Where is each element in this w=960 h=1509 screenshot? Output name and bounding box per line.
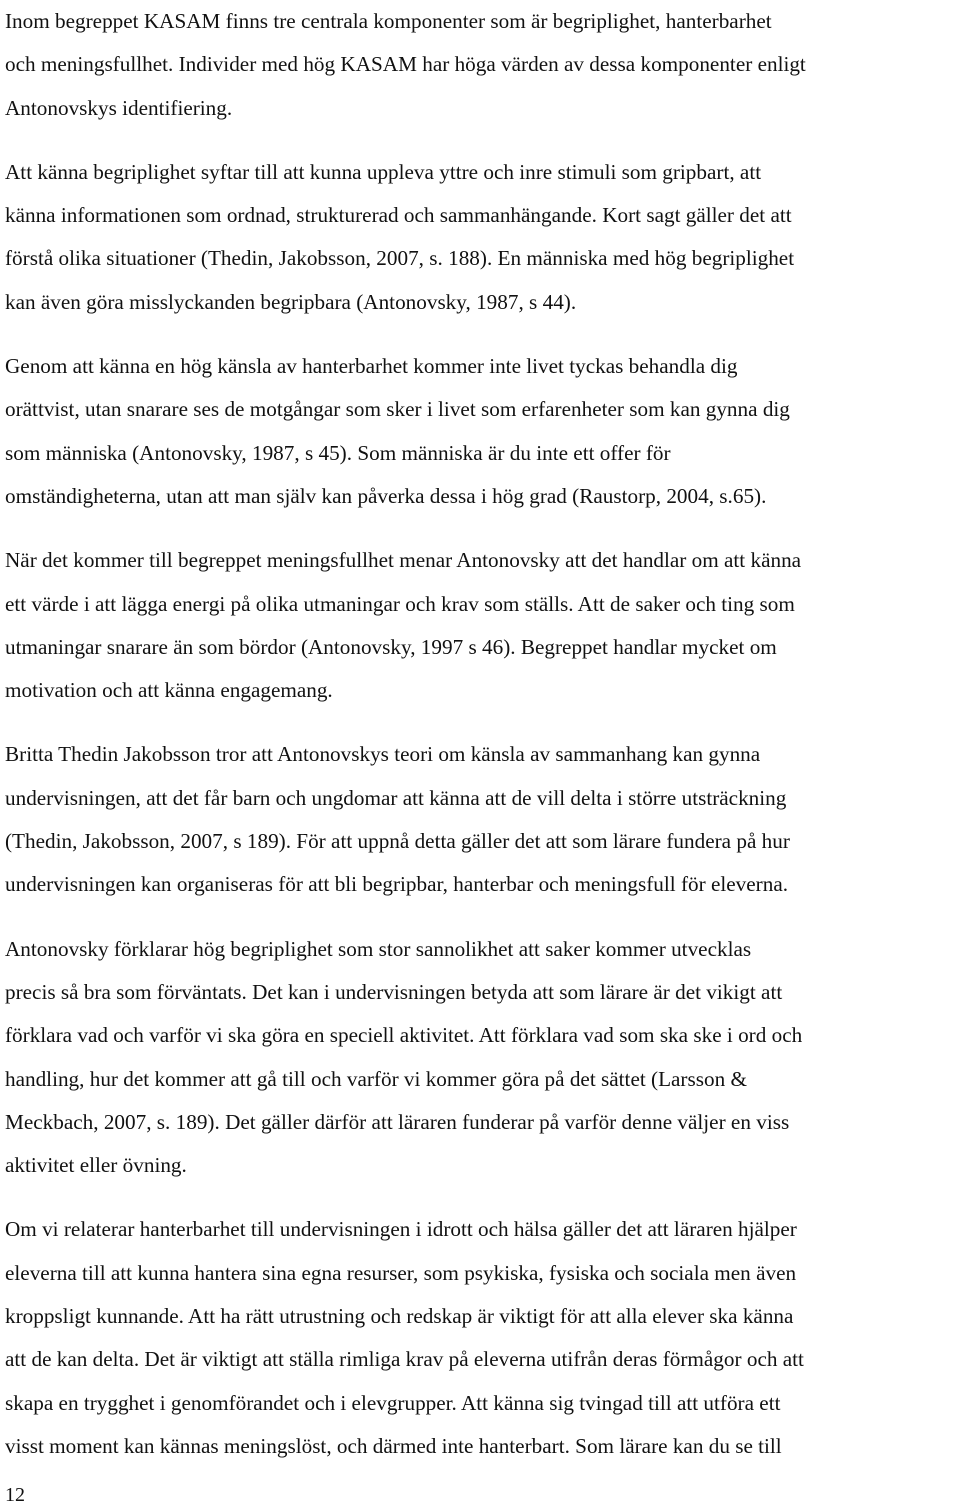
text-line: Antonovsky förklarar hög begriplighet som stor sannolikhet att saker kommer utvecklas bbox=[5, 936, 752, 961]
text-line: motivation och att känna engagemang. bbox=[5, 678, 333, 703]
text-line: kan även göra misslyckanden begripbara (Antonovsky, 1987, s 44). bbox=[5, 289, 577, 314]
text-line: orättvist, utan snarare ses de motgångar som sker i livet som erfarenheter som kan gynna dig bbox=[5, 397, 790, 422]
text-line: skapa en trygghet i genomförandet och i elevgrupper. Att känna sig tvingad till att utföra ett bbox=[5, 1390, 781, 1415]
text-line: undervisningen kan organiseras för att bli begripbar, hanterbar och meningsfull för eleverna. bbox=[5, 872, 789, 897]
text-line: känna informationen som ordnad, strukturerad och sammanhängande. Kort sagt gäller det att bbox=[5, 203, 792, 228]
text-line: Inom begreppet KASAM finns tre centrala komponenter som är begriplighet, hanterbarhet bbox=[5, 9, 772, 33]
text-line: Antonovskys identifiering. bbox=[5, 95, 233, 120]
paragraph-kasam-components bbox=[5, 0, 955, 130]
paragraph-hanterbarhet bbox=[5, 345, 955, 518]
paragraph-spacer bbox=[5, 907, 955, 928]
paragraph-hog-begriplighet bbox=[5, 928, 955, 1188]
text-line: kroppsligt kunnande. Att ha rätt utrustning och redskap är viktigt för att alla elever ska känna bbox=[5, 1304, 794, 1329]
text-line: precis så bra som förväntats. Det kan i undervisningen betyda att som lärare är det vikigt att bbox=[5, 979, 783, 1004]
text-line: som människa (Antonovsky, 1987, s 45). Som människa är du inte ett offer för bbox=[5, 440, 671, 465]
text-line: förstå olika situationer (Thedin, Jakobsson, 2007, s. 188). En människa med hög begriplighet bbox=[5, 246, 795, 271]
text-line: handling, hur det kommer att gå till och varför vi kommer göra på det sättet (Larsson & bbox=[5, 1066, 747, 1091]
text-line: aktivitet eller övning. bbox=[5, 1153, 187, 1178]
text-line: visst moment kan kännas meningslöst, och därmed inte hanterbart. Som lärare kan du se till bbox=[5, 1433, 782, 1458]
text-line: Britta Thedin Jakobsson tror att Antonovskys teori om känsla av sammanhang kan gynna bbox=[5, 742, 761, 767]
paragraph-spacer bbox=[5, 1187, 955, 1208]
text-line: Att känna begriplighet syftar till att kunna uppleva yttre och inre stimuli som gripbart, att bbox=[5, 159, 762, 184]
paragraph-spacer bbox=[5, 130, 955, 151]
paragraph-thedin-jakobsson bbox=[5, 733, 955, 906]
paragraph-spacer bbox=[5, 324, 955, 345]
text-line: (Thedin, Jakobsson, 2007, s 189). För att uppnå detta gäller det att som lärare fundera på hur bbox=[5, 829, 790, 854]
paragraph-meningsfullhet bbox=[5, 539, 955, 712]
text-line: och meningsfullhet. Individer med hög KASAM har höga värden av dessa komponenter enligt bbox=[5, 52, 806, 77]
page-number: 12 bbox=[5, 1484, 25, 1506]
paragraph-spacer bbox=[5, 712, 955, 733]
text-line: När det kommer till begreppet meningsfullhet menar Antonovsky att det handlar om att känna bbox=[5, 548, 802, 573]
paragraph-begriplighet bbox=[5, 151, 955, 324]
text-line: att de kan delta. Det är viktigt att ställa rimliga krav på eleverna utifrån deras förmågor och att bbox=[5, 1347, 804, 1372]
text-line: Meckbach, 2007, s. 189). Det gäller därför att läraren funderar på varför denne väljer en viss bbox=[5, 1109, 790, 1134]
text-line: ett värde i att lägga energi på olika utmaningar och krav som ställs. Att de saker och ting som bbox=[5, 591, 795, 616]
text-line: utmaningar snarare än som bördor (Antonovsky, 1997 s 46). Begreppet handlar mycket om bbox=[5, 634, 777, 659]
paragraph-spacer bbox=[5, 518, 955, 539]
text-line: förklara vad och varför vi ska göra en speciell aktivitet. Att förklara vad som ska ske i ord och bbox=[5, 1023, 803, 1048]
text-line: Om vi relaterar hanterbarhet till undervisningen i idrott och hälsa gäller det att läraren hjälper bbox=[5, 1217, 797, 1242]
text-line: omständigheterna, utan att man själv kan påverka dessa i hög grad (Raustorp, 2004, s.65). bbox=[5, 483, 767, 508]
paragraph-hanterbarhet-undervisning bbox=[5, 1208, 955, 1468]
text-line: eleverna till att kunna hantera sina egna resurser, som psykiska, fysiska och sociala men även bbox=[5, 1260, 797, 1285]
text-line: undervisningen, att det får barn och ungdomar att känna att de vill delta i större utsträckning bbox=[5, 785, 787, 810]
document-page bbox=[5, 0, 955, 1468]
text-line: Genom att känna en hög känsla av hanterbarhet kommer inte livet tyckas behandla dig bbox=[5, 354, 738, 379]
